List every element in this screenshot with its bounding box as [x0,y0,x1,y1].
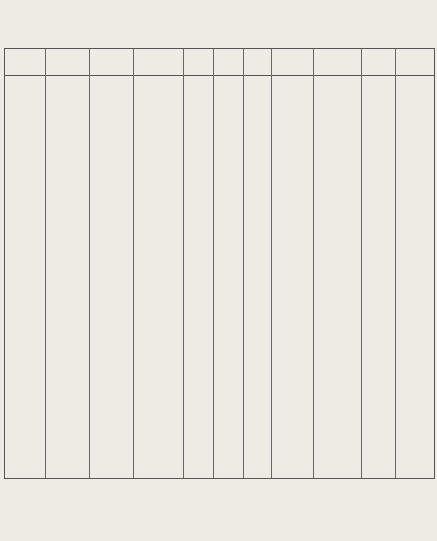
column-rule [133,49,134,478]
overhaul-schedule-table [4,48,435,479]
column-rule [313,49,314,478]
table-header [5,49,434,76]
column-rule [395,49,396,478]
column-rule [183,49,184,478]
column-rule [361,49,362,478]
column-rule [213,49,214,478]
column-rule [243,49,244,478]
column-rule [271,49,272,478]
column-rule [45,49,46,478]
column-rule [89,49,90,478]
